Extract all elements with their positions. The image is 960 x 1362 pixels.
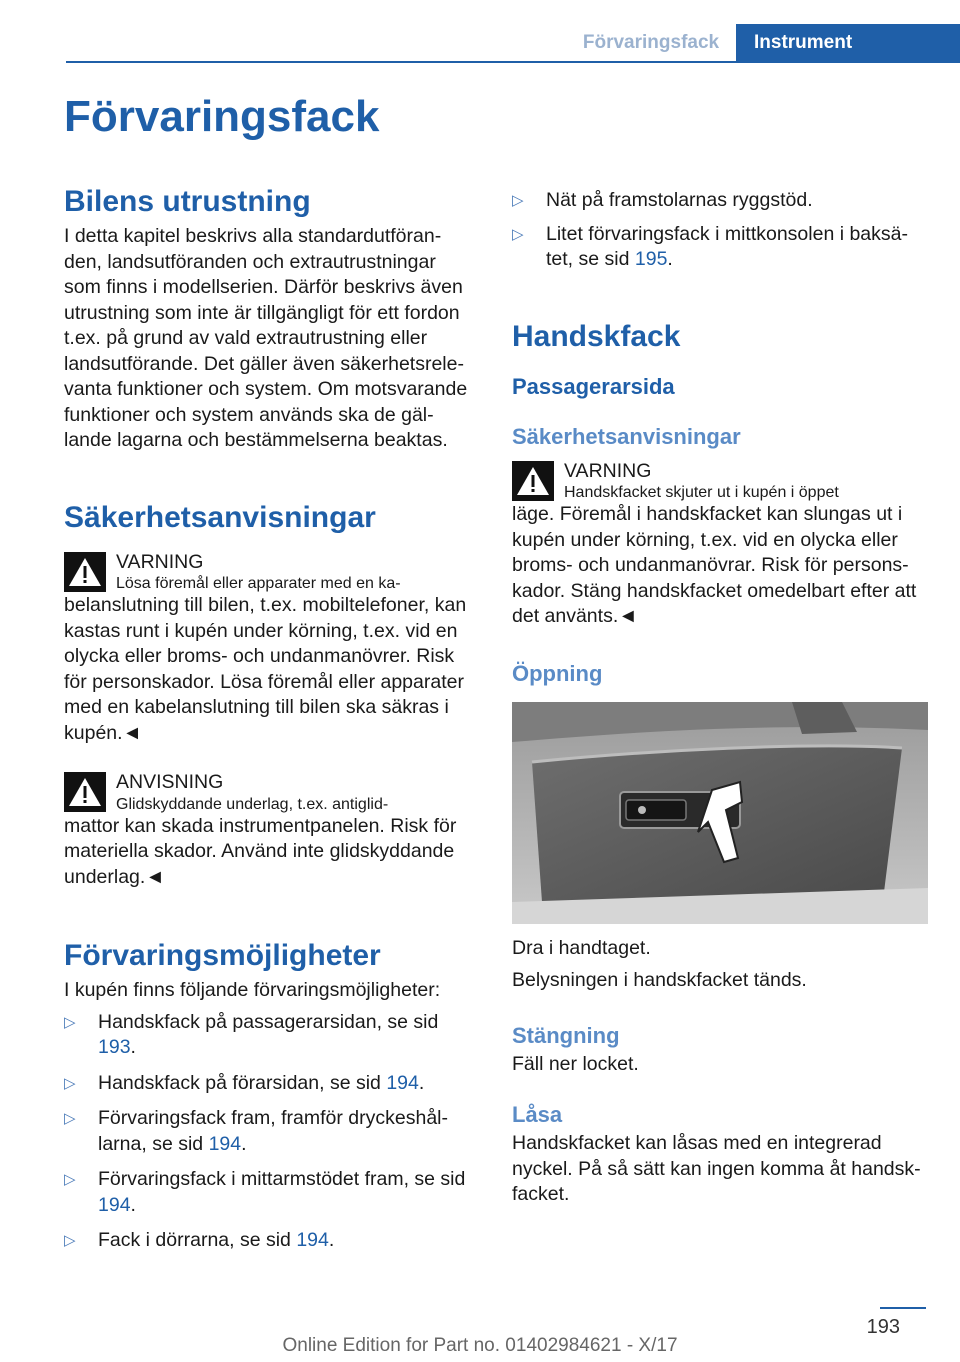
paragraph-closing: Fäll ner locket. (512, 1052, 639, 1075)
warning-triangle-icon (512, 461, 554, 501)
triangle-right-icon: ▷ (64, 1232, 76, 1249)
storage-list-continued (512, 188, 928, 273)
triangle-right-icon: ▷ (512, 225, 524, 243)
warning-block (64, 550, 478, 747)
triangle-right-icon: ▷ (64, 1171, 76, 1188)
left-column (64, 180, 478, 1254)
heading-safety: Säkerhetsanvisningar (64, 500, 376, 534)
paragraph-storage: I kupén finns följande förvaringsmöjligheter: (64, 979, 441, 1001)
right-column (512, 188, 928, 1208)
triangle-right-icon: ▷ (64, 1074, 76, 1092)
warning-label: VARNING (564, 459, 652, 482)
storage-list (64, 1010, 478, 1254)
paragraph-opening-1: Dra i handtaget. (512, 936, 651, 959)
paragraph-equipment: I detta kapitel beskrivs alla standardutföran-den, landsutföranden och extrautrustningar som finns i modellserien. Därför beskrivs även utrustning som inte är tillgängligt för ett fordon t.ex. på grund av vald extrautrustning eller landsutförande. Det gäller även säkerhetsrele-vanta funktioner och system. Om motsvarande funktioner och system används ska de gäl-lande lagarna och bestämmelserna beaktas. (64, 225, 468, 451)
warning-first-line: Handskfacket skjuter ut i kupén i öppet (564, 484, 839, 501)
header-tab-chapter: Instrument (736, 24, 960, 62)
triangle-right-icon: ▷ (64, 1110, 76, 1127)
paragraph-opening-2: Belysningen i handskfacket tänds. (512, 969, 807, 991)
footer-rule (880, 1307, 926, 1309)
page-link[interactable]: 194 (98, 1193, 131, 1216)
page-link[interactable]: 195 (634, 248, 668, 270)
page-number: 193 (866, 1316, 900, 1338)
notice-first-line: Glidskyddande underlag, t.ex. antiglid- (116, 795, 389, 813)
page-link[interactable]: 194 (296, 1229, 329, 1251)
header-tab-section: Förvaringsfack (582, 32, 720, 53)
heading-equipment: Bilens utrustning (64, 185, 311, 218)
warning-triangle-icon (64, 552, 106, 592)
notice-text: mattor kan skada instrumentpanelen. Risk för materiella skador. Använd inte glidskyddande underlag.◄ (64, 814, 457, 888)
warning-first-line: Lösa föremål eller apparater med en ka- (116, 575, 401, 592)
paragraph-lock: Handskfacket kan låsas med en integrerad nyckel. På så sätt kan ingen komma åt handsk-facket. (512, 1132, 921, 1205)
glovebox-photo (512, 702, 928, 924)
warning-label: VARNING (116, 550, 204, 573)
list-item: ▷ Förvaringsfack fram, framför dryckeshål-larna, se sid 194. (64, 1107, 449, 1155)
warning-text: belanslutning till bilen, t.ex. mobiltelefoner, kan kastas runt i kupén under körning, t.ex. vid en olycka eller broms- och undanmanövrer. Risk för personskador. Lösa föremål eller apparater med en kabelanslutning till bilen ska säkras i kupén.◄ (64, 594, 467, 744)
page-title: Förvaringsfack (64, 92, 380, 141)
list-item: ▷ Handskfack på passagerarsidan, se sid 193. (64, 1010, 439, 1058)
heading-opening: Öppning (512, 660, 603, 686)
footer-edition: Online Edition for Part no. 01402984621 - X/17 (282, 1335, 678, 1356)
list-item: ▷ Fack i dörrarna, se sid 194. (64, 1228, 478, 1254)
triangle-right-icon: ▷ (64, 1013, 76, 1031)
notice-block (64, 770, 478, 890)
heading-glovebox: Handskfack (512, 319, 681, 353)
page-link[interactable]: 193 (98, 1036, 131, 1058)
list-item: ▷ Förvaringsfack i mittarmstödet fram, se sid 194. (64, 1168, 466, 1216)
header-rule (66, 61, 960, 63)
notice-label: ANVISNING (116, 771, 224, 793)
warning-block-right (512, 459, 928, 630)
heading-lock: Låsa (512, 1102, 563, 1127)
heading-safety-right: Säkerhetsanvisningar (512, 423, 741, 449)
triangle-right-icon: ▷ (512, 192, 524, 209)
warning-text: läge. Föremål i handskfacket kan slungas ut i kupén under körning, t.ex. vid en olycka eller broms- och undanmanövrar. Risk för persons-kador. Stäng handskfacket omedelbart efter att det använts.◄ (512, 503, 917, 627)
list-item: ▷ Nät på framstolarnas ryggstöd. (512, 188, 928, 214)
list-item: ▷ Litet förvaringsfack i mittkonsolen i baksä-tet, se sid 195. (512, 222, 908, 270)
heading-closing: Stängning (512, 1022, 620, 1048)
list-item: ▷ Handskfack på förarsidan, se sid 194. (64, 1071, 478, 1097)
warning-triangle-icon (64, 772, 106, 812)
page-link[interactable]: 194 (386, 1071, 419, 1094)
page-link[interactable]: 194 (208, 1132, 242, 1155)
heading-passenger: Passagerarsida (512, 373, 675, 399)
heading-storage: Förvaringsmöjligheter (64, 939, 381, 972)
